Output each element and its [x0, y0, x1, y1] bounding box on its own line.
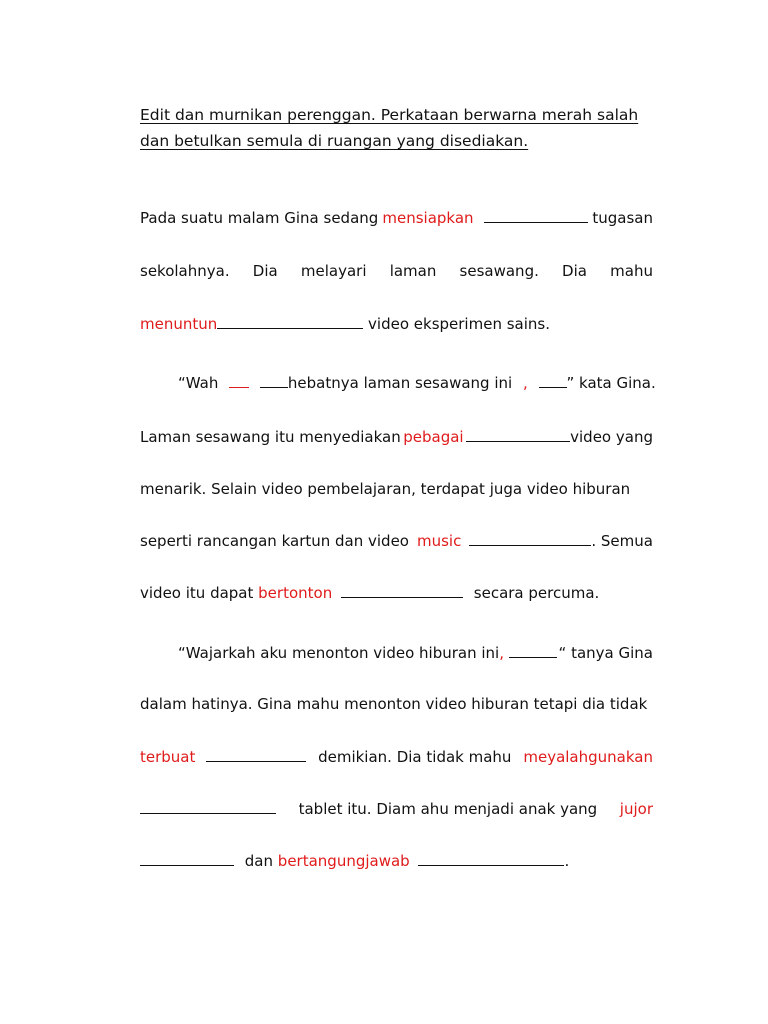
- text-segment: .: [564, 852, 570, 870]
- instructions-line-2: dan betulkan semula di ruangan yang disediakan.: [140, 132, 529, 150]
- text-segment: mahu: [610, 262, 653, 280]
- instructions-heading: [140, 102, 640, 154]
- answer-blank[interactable]: [466, 427, 570, 442]
- error-word: bertonton: [258, 584, 333, 602]
- text-line-1: [140, 208, 653, 228]
- answer-blank[interactable]: [341, 583, 463, 598]
- instructions-line-1: Edit dan murnikan perenggan. Perkataan berwarna merah salah: [140, 106, 639, 124]
- text-line-10: [140, 694, 653, 714]
- text-line-2: [140, 261, 653, 281]
- error-word: pebagai: [403, 428, 464, 446]
- text-segment: hebatnya laman sesawang ini: [287, 374, 513, 392]
- answer-blank[interactable]: [469, 531, 591, 546]
- text-line-3: [140, 314, 653, 334]
- text-segment: tugasan: [592, 209, 653, 227]
- text-line-6: [140, 479, 653, 499]
- answer-blank[interactable]: [206, 747, 306, 762]
- text-line-9: [178, 643, 653, 663]
- error-word: terbuat: [140, 748, 196, 766]
- text-segment: “Wajarkah aku menonton video hiburan ini: [178, 644, 500, 662]
- text-segment: “Wah: [178, 374, 219, 392]
- text-segment: . Semua: [591, 532, 653, 550]
- error-word: mensiapkan: [382, 209, 474, 227]
- error-word: menuntun: [140, 315, 218, 333]
- text-segment: sesawang.: [459, 262, 539, 280]
- answer-blank[interactable]: [509, 643, 557, 658]
- text-segment: video itu dapat: [140, 584, 254, 602]
- text-segment: ” kata Gina.: [566, 374, 656, 392]
- error-word: jujor: [619, 800, 653, 818]
- text-line-4: [178, 373, 656, 393]
- error-word: meyalahgunakan: [523, 748, 653, 766]
- text-segment: Laman sesawang itu menyediakan: [140, 428, 401, 446]
- text-segment: dalam hatinya. Gina mahu menonton video hiburan tetapi dia tidak: [140, 695, 648, 713]
- text-segment: tablet itu. Diam ahu menjadi anak yang: [298, 800, 598, 818]
- text-line-8: [140, 583, 653, 603]
- answer-blank[interactable]: [260, 373, 288, 388]
- text-segment: demikian. Dia tidak mahu: [318, 748, 512, 766]
- answer-blank[interactable]: [217, 314, 363, 329]
- answer-blank[interactable]: [140, 799, 276, 814]
- text-segment: laman: [389, 262, 437, 280]
- error-comma: ,: [522, 374, 528, 392]
- answer-blank[interactable]: [418, 851, 564, 866]
- error-word: bertangungjawab: [277, 852, 410, 870]
- text-line-7: [140, 531, 653, 551]
- error-word: music: [417, 532, 462, 550]
- text-line-11: [140, 747, 653, 767]
- text-segment: Pada suatu malam Gina sedang: [140, 209, 379, 227]
- answer-blank[interactable]: [140, 851, 234, 866]
- answer-blank-red[interactable]: [229, 373, 249, 388]
- text-segment: Dia: [252, 262, 278, 280]
- text-segment: seperti rancangan kartun dan video: [140, 532, 409, 550]
- answer-blank[interactable]: [484, 208, 588, 223]
- text-line-13: [140, 851, 653, 871]
- text-segment: melayari: [300, 262, 367, 280]
- answer-blank[interactable]: [539, 373, 567, 388]
- text-segment: “ tanya Gina: [558, 644, 653, 662]
- text-segment: video yang: [570, 428, 653, 446]
- text-segment: Dia: [562, 262, 587, 280]
- text-segment: secara percuma.: [473, 584, 600, 602]
- text-segment: video eksperimen sains.: [368, 315, 550, 333]
- error-comma: ,: [499, 644, 505, 662]
- text-line-12: [140, 799, 653, 819]
- text-segment: dan: [244, 852, 274, 870]
- text-line-5: [140, 427, 653, 447]
- text-segment: sekolahnya.: [140, 262, 230, 280]
- text-segment: menarik. Selain video pembelajaran, terdapat juga video hiburan: [140, 480, 631, 498]
